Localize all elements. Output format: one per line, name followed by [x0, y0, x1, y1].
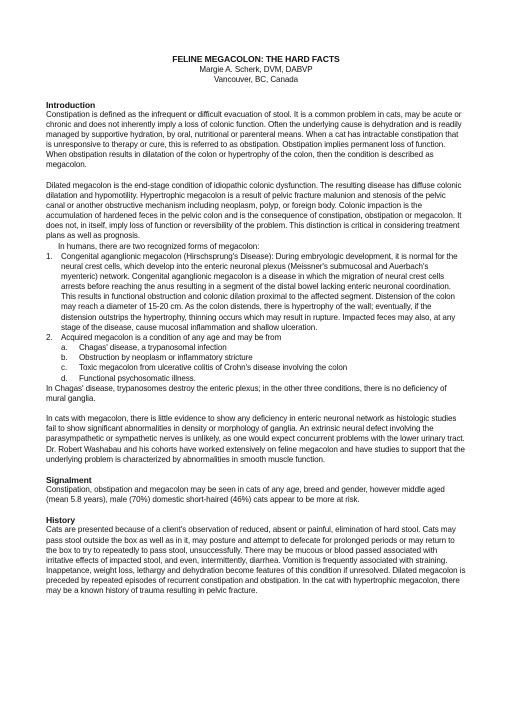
history-paragraph: Cats are presented because of a client's observation of reduced, absent or painful, elimination of hard stool. Cats may pass stool outside the box as well as in it, may posture and attempt to defecate for prolonged periods or may return to the box to try to repeatedly to pass stool, unsuccessfully. There may be mucous or blood passed associated with irritative effects of impacted stool, and even, intermittently, diarrhea. Vomition is frequently associated with straining. Inappetance, weight loss, lethargy and dehydration become features of this condition if unresolved. Dilated megacolon is preceded by repeated episodes of recurrent constipation and obstipation. In the cat with hypertrophic megacolon, there may be a known history of trauma resulting in pelvic fracture.: [46, 525, 466, 596]
signalment-heading: Signalment: [46, 474, 92, 485]
author-name: Margie A. Scherk, DVM, DABVP: [199, 64, 313, 74]
introduction-paragraph-3: In humans, there are two recognized forms of megacolon:: [58, 241, 260, 251]
introduction-paragraph-2: Dilated megacolon is the end-stage condition of idiopathic colonic dysfunction. The resulting disease has diffuse colonic dilatation and hypomotility. Hypertrophic megacolon is a result of pelvic fracture malunion and stenosis of the pelvic canal or another obstructive mechanism including neoplasm, polyp, or foreign body. Colonic impaction is the accumulation of hardened feces in the pelvic colon and is the consequence of constipation, obstipation or megacolon. It does not, in itself, imply loss of function or reversibility of the problem. This distinction is critical in considering treatment plans as well as prognosis.: [46, 180, 462, 241]
list-item-number: 2.: [46, 332, 53, 342]
sub-list-text: Functional psychosomatic illness.: [79, 373, 196, 383]
sub-list-letter: d.: [61, 373, 68, 383]
list-item: [46, 252, 466, 333]
sub-list-text: Obstruction by neoplasm or inflammatory stricture: [79, 353, 253, 363]
list-item-text: Acquired megacolon is a condition of any age and may be from: [61, 332, 282, 342]
sub-list-letter: b.: [61, 353, 68, 363]
list-item-number: 1.: [46, 251, 53, 261]
history-heading: History: [46, 515, 76, 526]
sub-list-text: Toxic megacolon from ulcerative colitis of Crohn's disease involving the colon: [79, 363, 348, 373]
introduction-paragraph-1: Constipation is defined as the infrequent or difficult evacuation of stool. It is a common problem in cats, may be acute or chronic and does not inherently imply a loss of colonic function. Often the underlying cause is dehydration and is readily managed by supportive hydration, by oral, nutritional or parenteral means. When a cat has intractable constipation that is unresponsive to therapy or cure, this is referred to as obstipation. Obstipation implies permanent loss of function. When obstipation results in dilatation of the colon or hypertrophy of the colon, then the condition is described as megacolon.: [46, 109, 462, 170]
list-item-text: Congenital aganglionic megacolon (Hirschsprung's Disease): During embryologic development, it is normal for the neural crest cells, which develop into the enteric neuronal plexus (Meissner's submucosal and Auerbach's myenteric) network. Congenital aganglionic megacolon is a disease in which the migration of neural crest cells arrests before reaching the anus resulting in a segment of the distal bowel lacking enteric neuronal coordination. This results in functional obstruction and colonic dilation proximal to the affected segment. Distension of the colon may reach a diameter of 15-20 cm. As the colon distends, there is hypertrophy of the wall; eventually, if the distension outstrips the hypertrophy, thinning occurs which may result in rupture. Impacted feces may also, at any stage of the disease, cause mucosal inflammation and shallow ulceration.: [61, 251, 458, 332]
document-title: FELINE MEGACOLON: THE HARD FACTS: [172, 54, 340, 64]
introduction-paragraph-4: In Chagas' disease, trypanosomes destroy the enteric plexus; in the other three conditions, there is no deficiency of mural ganglia.: [46, 383, 447, 403]
list-item: [46, 333, 466, 384]
introduction-paragraph-5: In cats with megacolon, there is little evidence to show any deficiency in enteric neuronal network as histologic studies fail to show significant abnormalities in density or morphology of ganglia. An extrinsic neural defect involving the parasympathetic or sympathetic nerves is unlikely, as one would expect concurrent problems with the lower urinary tract. Dr. Robert Washabau and his cohorts have worked extensively on feline megacolon and have studies to support that the underlying problem is characterized by abnormalities in smooth muscle function.: [46, 414, 465, 464]
sub-list-letter: c.: [61, 363, 68, 373]
sub-list-item: [46, 374, 466, 384]
author-location: Vancouver, BC, Canada: [213, 75, 299, 84]
sub-list-item: [46, 353, 466, 363]
acquired-causes-list: [46, 343, 466, 384]
sub-list-item: [46, 343, 466, 353]
sub-list-item: [46, 363, 466, 373]
sub-list-text: Chagas' disease, a trypanosomal infection: [79, 343, 227, 353]
introduction-heading: Introduction: [46, 99, 96, 110]
sub-list-letter: a.: [61, 343, 68, 353]
megacolon-forms-list: [46, 252, 466, 384]
signalment-paragraph: Constipation, obstipation and megacolon may be seen in cats of any age, breed and gender, however middle aged (mean 5.8 years), male (70%) domestic short-haired (46%) cats appear to be more at risk.: [46, 484, 445, 505]
